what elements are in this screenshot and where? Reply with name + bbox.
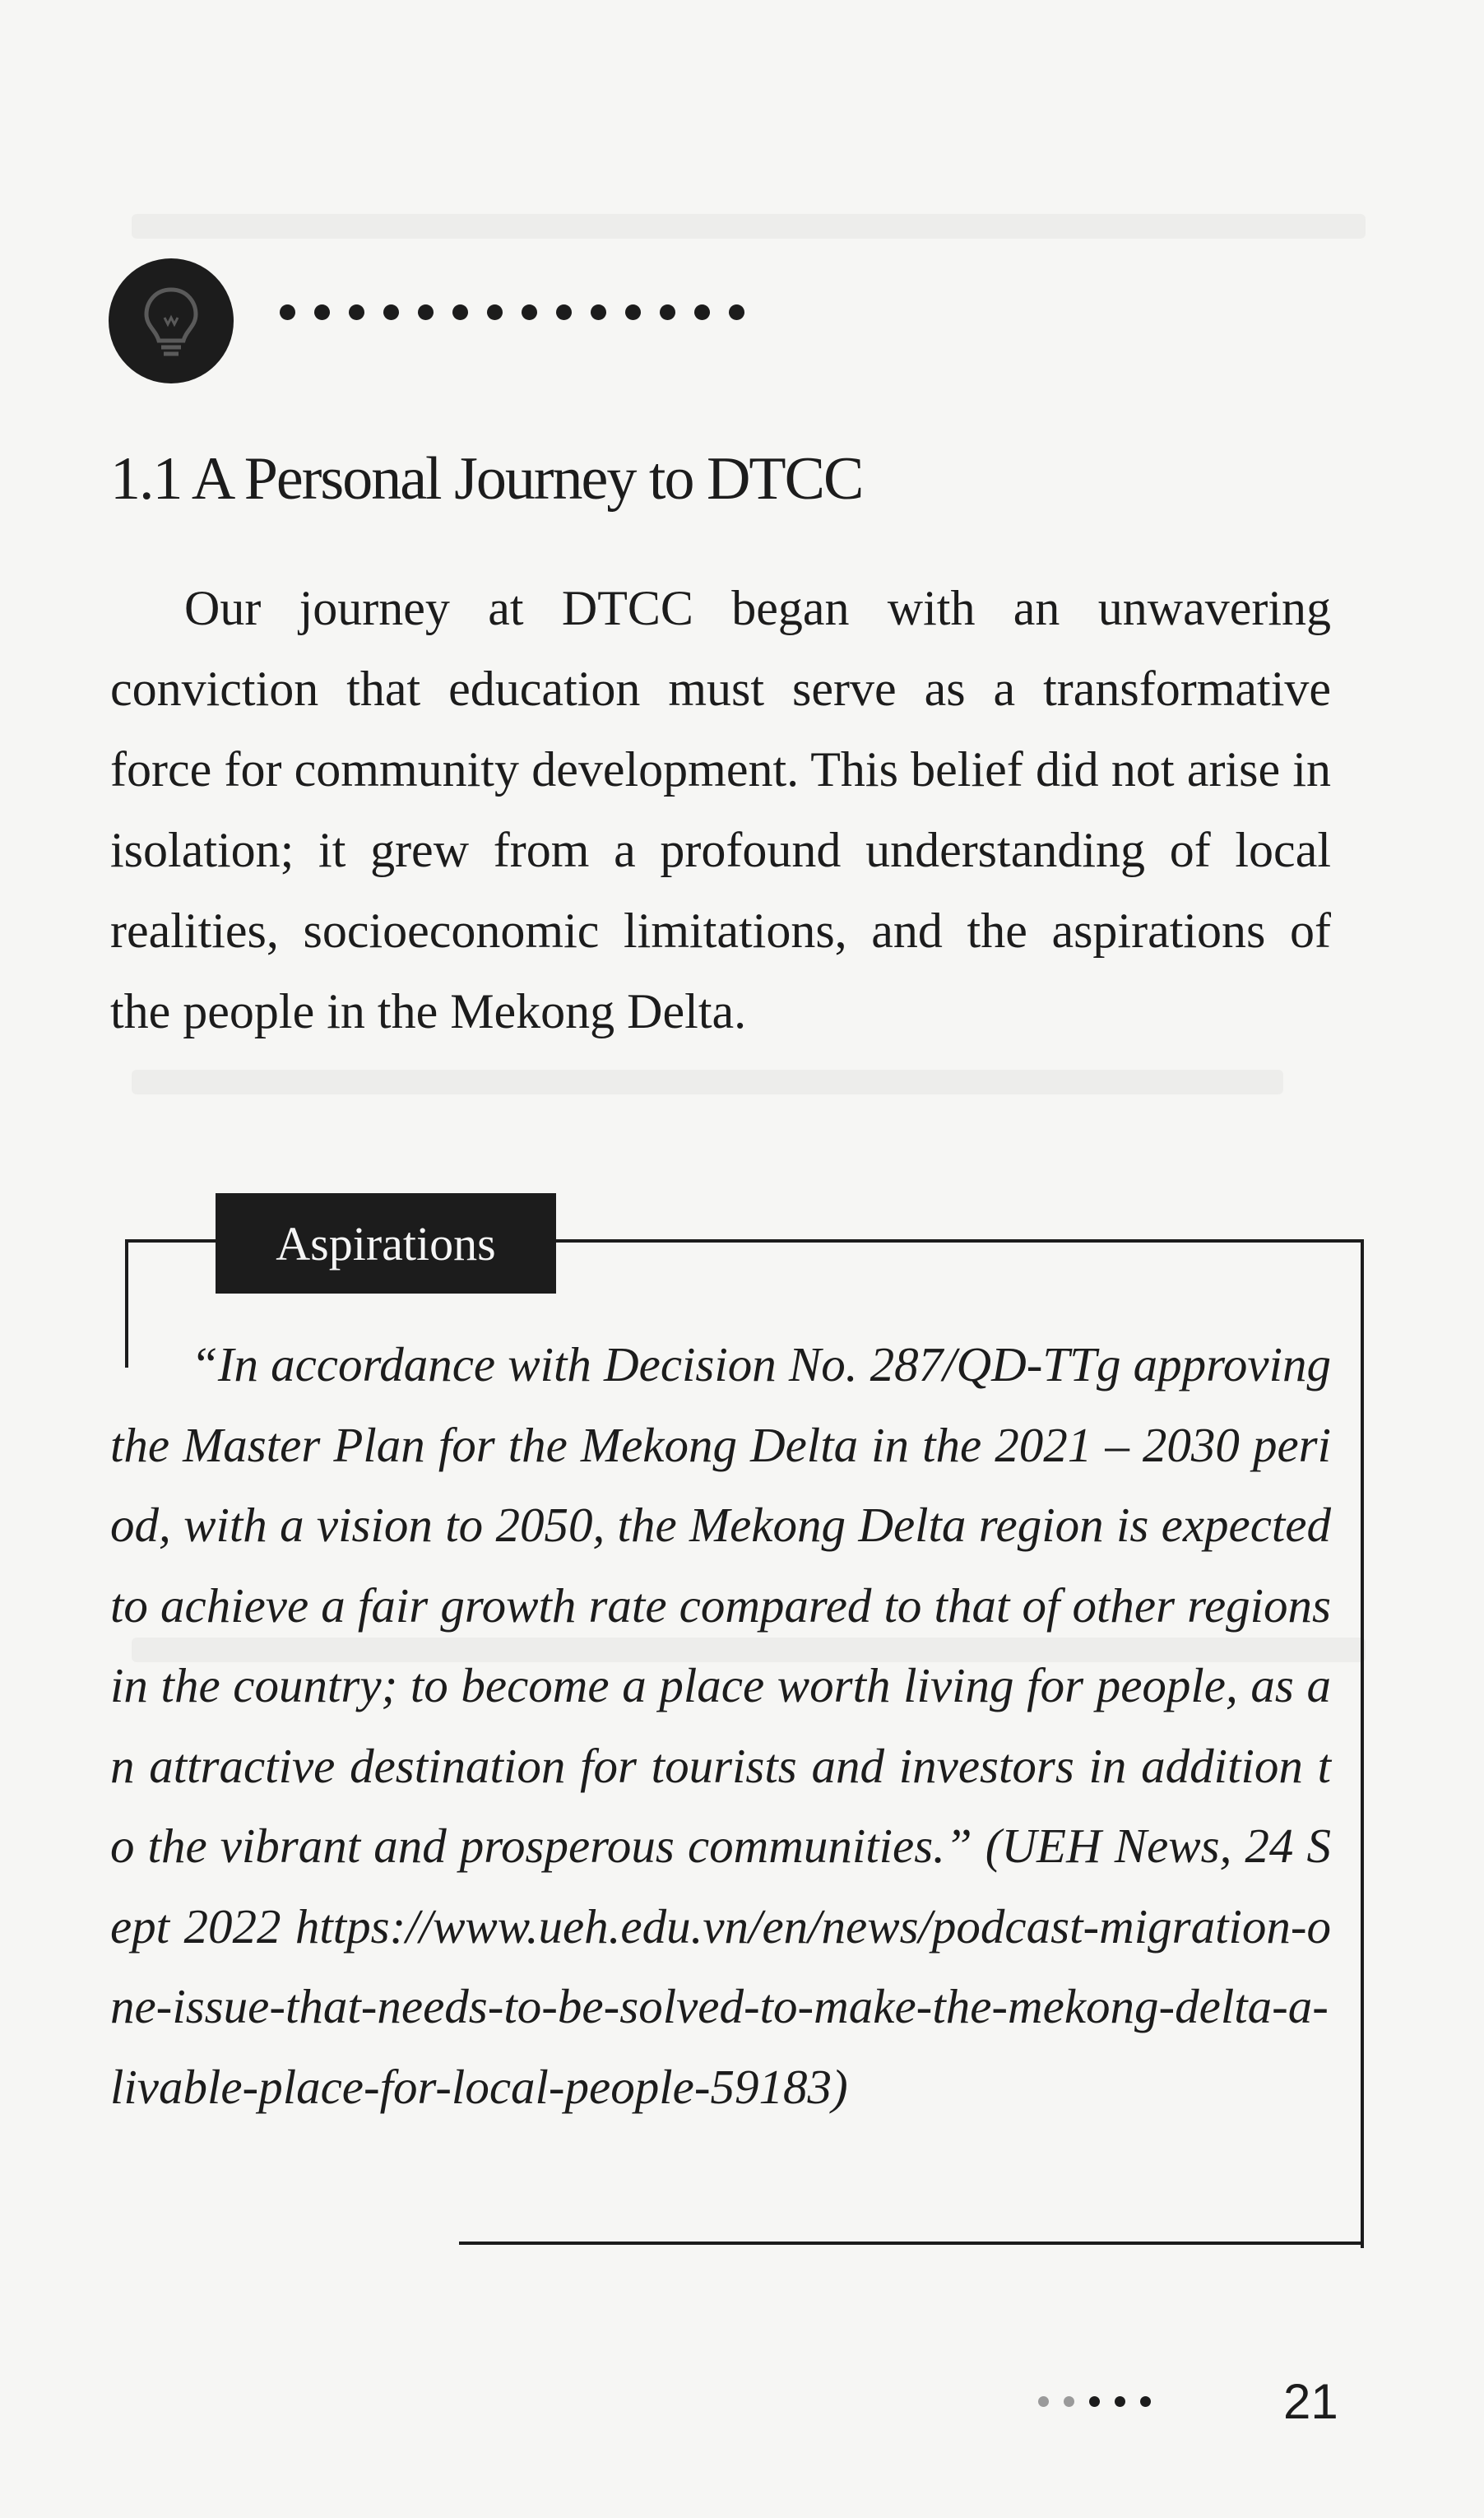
section-title: 1.1 A Personal Journey to DTCC <box>110 445 863 513</box>
page-number: 21 <box>1283 2374 1338 2429</box>
body-paragraph: Our journey at DTCC began with an unwavering conviction that education must serve as a transformative force for community development. This belief did not arise in isolation; it grew from a profound understanding of local realities, socioeconomic limitations, and the aspirations of the people in the Mekong Delta. <box>110 581 1331 1038</box>
callout-label: Aspirations <box>216 1193 556 1294</box>
callout-box-bottom-edge <box>459 2242 1364 2245</box>
show-through-line <box>132 1070 1283 1094</box>
callout-quote: “In accordance with Decision No. 287/QD-TTg approving the Master Plan for the Mekong Delta in the 2021 – 2030 period, with a vision to 2050, the Mekong Delta region is expected to achieve a fair growth rate compared to that of other regions in the country; to become a place worth living for people, as an attractive destination for tourists and investors in addition to the vibrant and prosperous communities.” (UEH News, 24 Sept 2022 https://www.ueh.edu.vn/en/news/podcast-migration-one-issue-that-needs-to-be-solved-to-make-the-mekong-delta-a-livable-place-for-local-people-59183) <box>110 1337 1331 2114</box>
show-through-line <box>132 214 1366 239</box>
decorative-dots <box>280 304 744 320</box>
lightbulb-icon <box>109 258 234 383</box>
footer-dots <box>1038 2396 1151 2407</box>
